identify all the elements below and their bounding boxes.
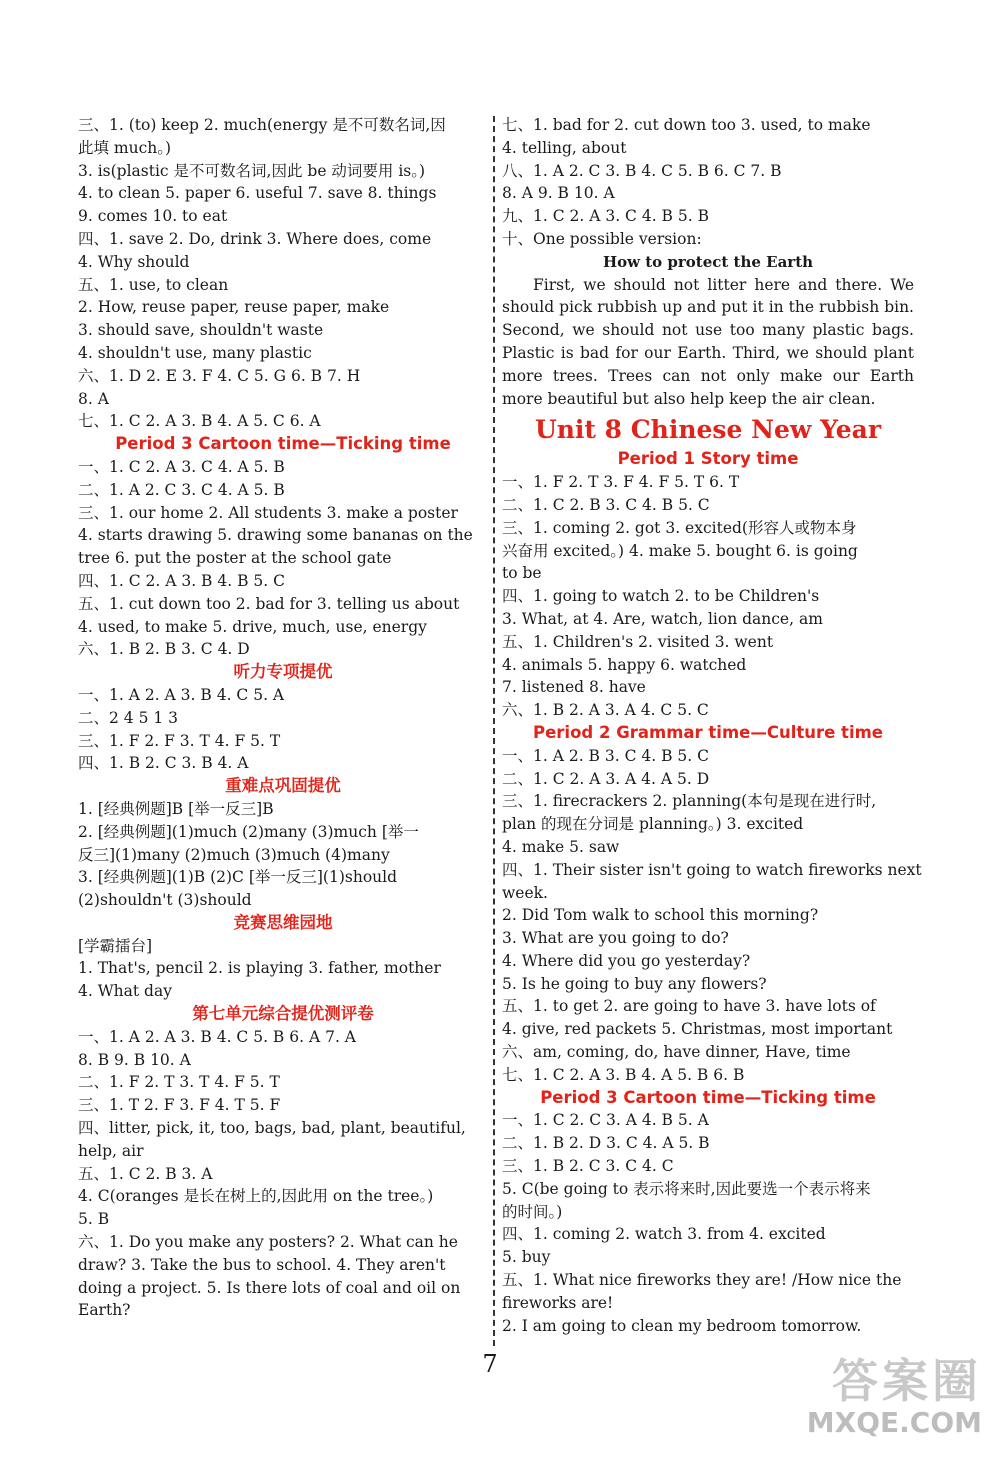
answer-line: 7. listened 8. have xyxy=(502,678,646,697)
answer-line: 三、1. (to) keep 2. much(energy 是不可数名词,因 xyxy=(78,116,446,134)
answer-line: 一、1. C 2. A 3. C 4. A 5. B xyxy=(78,457,285,476)
answer-line: 4. animals 5. happy 6. watched xyxy=(502,655,747,674)
answer-line: 4. used, to make 5. drive, much, use, energy xyxy=(78,617,427,636)
answer-line: 四、1. coming 2. watch 3. from 4. excited xyxy=(502,1225,826,1244)
answer-line: doing a project. 5. Is there lots of coal and oil on xyxy=(78,1278,461,1297)
answer-line: week. xyxy=(502,883,548,902)
answer-line: 4. Where did you go yesterday? xyxy=(502,951,751,970)
answer-line: 1. That's, pencil 2. is playing 3. father, mother xyxy=(78,959,441,978)
answer-line: 4. shouldn't use, many plastic xyxy=(78,343,312,362)
answer-line: 七、1. C 2. A 3. B 4. A 5. B 6. B xyxy=(502,1065,745,1084)
essay-paragraph: First, we should not litter here and there. We should pick rubbish up and put it in the rubbish bin. Second, we should not use too many plastic bags. Plastic is bad for our Earth. Third, we should plant more trees. Trees can not only make our Earth more beautiful but also help keep the air clean. xyxy=(502,275,914,408)
answer-line: 六、1. Do you make any posters? 2. What can he xyxy=(78,1233,458,1252)
answer-line: 2. [经典例题](1)much (2)many (3)much [举一 xyxy=(78,822,419,841)
answer-line: 四、1. B 2. C 3. B 4. A xyxy=(78,754,249,773)
answer-line: 三、1. F 2. F 3. T 4. F 5. T xyxy=(78,731,281,750)
answer-line: 兴奋用 excited。) 4. make 5. bought 6. is going xyxy=(502,541,858,560)
answer-line: 四、1. Their sister isn't going to watch fireworks next xyxy=(502,860,922,879)
answer-line: 5. Is he going to buy any flowers? xyxy=(502,974,767,993)
answer-line: 五、1. What nice fireworks they are! /How nice the xyxy=(502,1271,902,1290)
answer-line: 六、am, coming, do, have dinner, Have, time xyxy=(502,1043,851,1062)
essay-title: How to protect the Earth xyxy=(602,252,814,271)
answer-line: 二、1. C 2. A 3. A 4. A 5. D xyxy=(502,769,710,788)
answer-line: tree 6. put the poster at the school gate xyxy=(78,549,392,568)
answer-line: 一、1. A 2. A 3. B 4. C 5. A xyxy=(78,685,285,704)
answer-line: help, air xyxy=(78,1141,144,1160)
section-heading: 重难点巩固提优 xyxy=(225,776,341,796)
answer-line: 5. buy xyxy=(502,1248,551,1267)
watermark-text-bottom: MXQE.COM xyxy=(806,1406,982,1439)
answer-line: 4. C(oranges 是长在树上的,因此用 on the tree。) xyxy=(78,1187,434,1206)
answer-line: 2. Did Tom walk to school this morning? xyxy=(502,906,819,925)
answer-line: 四、litter, pick, it, too, bags, bad, plant, beautiful, xyxy=(78,1119,466,1138)
answer-line: 3. What are you going to do? xyxy=(502,929,729,948)
answer-line: 五、1. Children's 2. visited 3. went xyxy=(502,632,774,651)
answer-line: 4. make 5. saw xyxy=(502,837,620,856)
answer-line: 三、1. our home 2. All students 3. make a poster xyxy=(78,503,458,522)
answer-line: 5. B xyxy=(78,1210,110,1229)
answer-line: 二、2 4 5 1 3 xyxy=(78,708,179,727)
answer-line: 二、1. C 2. B 3. C 4. B 5. C xyxy=(502,495,710,514)
answer-line: 8. B 9. B 10. A xyxy=(78,1050,191,1069)
watermark-text-top: 答案圈 xyxy=(832,1354,982,1408)
answer-line: 2. I am going to clean my bedroom tomorrow. xyxy=(502,1316,862,1335)
answer-line: 8. A xyxy=(78,389,109,408)
answer-line: 4. telling, about xyxy=(502,138,627,157)
answer-line: (2)shouldn't (3)should xyxy=(78,891,252,910)
answer-line: 一、1. C 2. C 3. A 4. B 5. A xyxy=(502,1111,709,1130)
section-heading: Period 1 Story time xyxy=(617,449,799,469)
answer-line: 五、1. use, to clean xyxy=(78,275,229,294)
answer-line: 4. What day xyxy=(78,982,172,1001)
right-column xyxy=(502,114,922,1337)
answer-line: 一、1. A 2. B 3. C 4. B 5. C xyxy=(502,746,709,765)
answer-line: 二、1. A 2. C 3. C 4. A 5. B xyxy=(78,480,285,499)
section-heading: Period 3 Cartoon time—Ticking time xyxy=(115,434,451,454)
section-heading: 听力专项提优 xyxy=(233,662,333,682)
answer-line: 三、1. coming 2. got 3. excited(形容人或物本身 xyxy=(502,518,857,537)
answer-line: 四、1. going to watch 2. to be Children's xyxy=(502,587,820,606)
answer-line: 一、1. A 2. A 3. B 4. C 5. B 6. A 7. A xyxy=(78,1027,356,1046)
answer-line: 2. How, reuse paper, reuse paper, make xyxy=(78,298,390,317)
column-divider xyxy=(493,116,495,1346)
watermark-logo xyxy=(772,1355,982,1445)
answer-line: 五、1. C 2. B 3. A xyxy=(78,1164,213,1183)
answer-line: 4. starts drawing 5. drawing some bananas on the xyxy=(78,526,473,545)
answer-line: 一、1. F 2. T 3. F 4. F 5. T 6. T xyxy=(502,473,740,492)
section-heading: 竞赛思维园地 xyxy=(233,912,333,932)
answer-line: 1. [经典例题]B [举一反三]B xyxy=(78,799,274,818)
answer-line: 3. is(plastic 是不可数名词,因此 be 动词要用 is。) xyxy=(78,161,426,180)
answer-line: 3. should save, shouldn't waste xyxy=(78,321,324,340)
answer-line: 8. A 9. B 10. A xyxy=(502,184,615,203)
answer-line: 三、1. firecrackers 2. planning(本句是现在进行时, xyxy=(502,792,877,811)
answer-line: 八、1. A 2. C 3. B 4. C 5. B 6. C 7. B xyxy=(502,161,782,180)
answer-line: [学霸擂台] xyxy=(78,936,153,955)
section-heading: Period 3 Cartoon time—Ticking time xyxy=(540,1087,876,1107)
answer-line: 三、1. T 2. F 3. F 4. T 5. F xyxy=(78,1096,281,1115)
answer-line: 此填 much。) xyxy=(78,138,172,157)
unit-title: Unit 8 Chinese New Year xyxy=(534,415,882,445)
answer-line: 3. [经典例题](1)B (2)C [举一反三](1)should xyxy=(78,868,398,887)
answer-line: 4. to clean 5. paper 6. useful 7. save 8. things xyxy=(78,184,437,203)
answer-line: 六、1. B 2. A 3. A 4. C 5. C xyxy=(502,701,709,720)
answer-line: 反三](1)many (2)much (3)much (4)many xyxy=(78,845,390,864)
answer-line: 十、One possible version: xyxy=(502,229,702,248)
answer-line: draw? 3. Take the bus to school. 4. They aren't xyxy=(78,1255,446,1274)
answer-line: 5. C(be going to 表示将来时,因此要选一个表示将来 xyxy=(502,1179,871,1198)
answer-line: 七、1. bad for 2. cut down too 3. used, to make xyxy=(502,116,871,134)
answer-line: 四、1. C 2. A 3. B 4. B 5. C xyxy=(78,571,285,590)
answer-line: 四、1. save 2. Do, drink 3. Where does, come xyxy=(78,229,432,248)
answer-line: 4. give, red packets 5. Christmas, most important xyxy=(502,1020,893,1039)
section-heading: Period 2 Grammar time—Culture time xyxy=(533,722,883,742)
answer-line: 六、1. D 2. E 3. F 4. C 5. G 6. B 7. H xyxy=(78,366,361,385)
section-heading: 第七单元综合提优测评卷 xyxy=(192,1004,374,1024)
answer-line: 的时间。) xyxy=(502,1202,563,1221)
answer-line: 二、1. F 2. T 3. T 4. F 5. T xyxy=(78,1073,280,1092)
answer-line: 4. Why should xyxy=(78,252,190,271)
answer-line: 九、1. C 2. A 3. C 4. B 5. B xyxy=(502,207,709,226)
answer-line: to be xyxy=(502,564,542,583)
answer-line: 五、1. cut down too 2. bad for 3. telling us about xyxy=(78,594,460,613)
left-column xyxy=(78,114,488,1322)
answer-line: 三、1. B 2. C 3. C 4. C xyxy=(502,1157,674,1176)
answer-line: 五、1. to get 2. are going to have 3. have lots of xyxy=(502,997,876,1016)
answer-line: 七、1. C 2. A 3. B 4. A 5. C 6. A xyxy=(78,412,321,431)
answer-line: Earth? xyxy=(78,1301,131,1320)
answer-line: 二、1. B 2. D 3. C 4. A 5. B xyxy=(502,1134,710,1153)
page-number: 7 xyxy=(482,1350,498,1378)
answer-line: plan 的现在分词是 planning。) 3. excited xyxy=(502,815,804,834)
answer-line: 六、1. B 2. B 3. C 4. D xyxy=(78,640,250,659)
answer-line: 9. comes 10. to eat xyxy=(78,207,228,226)
answer-line: fireworks are! xyxy=(502,1293,614,1312)
answer-line: 3. What, at 4. Are, watch, lion dance, am xyxy=(502,609,823,628)
